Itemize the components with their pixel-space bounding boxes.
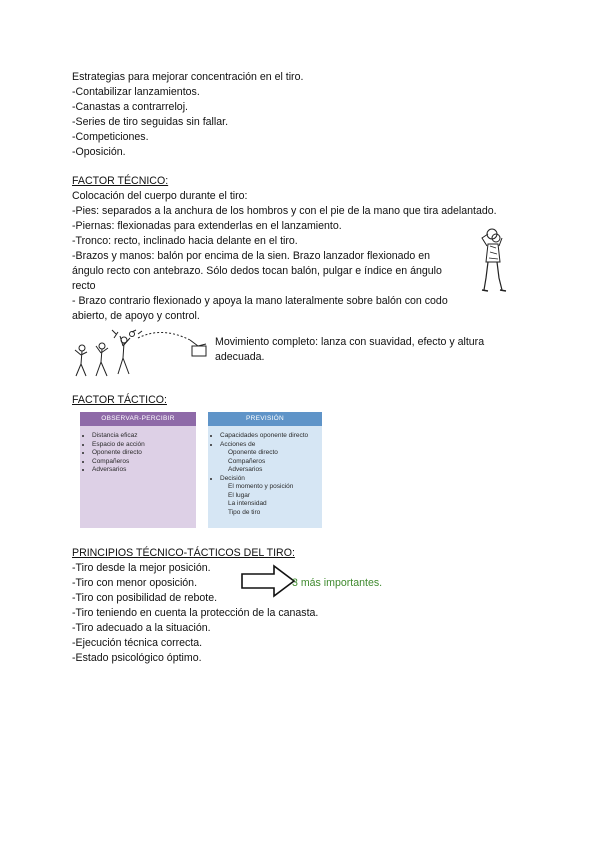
prevision-title: PREVISIÓN: [208, 412, 322, 426]
list-subitem: Oponente directo: [228, 449, 278, 456]
factor-tecnico-section: [72, 174, 497, 324]
list-item: • Distancia eficaz: [92, 432, 196, 441]
list-item: • Espacio de acción: [92, 441, 196, 450]
factor-tecnico-heading: FACTOR TÉCNICO:: [72, 175, 169, 187]
factor-tactico-section: [72, 393, 167, 408]
list-item: • Compañeros: [92, 458, 196, 467]
shooting-player-illustration: [478, 228, 510, 294]
text-line: ángulo recto con antebrazo. Sólo dedos tocan balón, pulgar e índice en ángulo: [72, 265, 442, 277]
movement-sequence-illustration: [72, 328, 210, 380]
observar-percibir-title: OBSERVAR-PERCIBIR: [80, 412, 196, 426]
factor-tactico-heading: FACTOR TÁCTICO:: [72, 394, 167, 406]
list-subitem: El lugar: [228, 491, 251, 499]
list-item: • Decisión: [220, 475, 322, 484]
text-line: -Piernas: flexionadas para extenderlas en el lanzamiento.: [72, 220, 342, 232]
prevision-box: [208, 412, 322, 528]
list-item: • Oponente directo: [92, 449, 196, 458]
text-line: -Brazos y manos: balón por encima de la sien. Brazo lanzador flexionado en: [72, 250, 431, 262]
text-line: abierto, de apoyo y control.: [72, 310, 200, 322]
principios-heading: PRINCIPIOS TÉCNICO-TÁCTICOS DEL TIRO:: [72, 547, 295, 559]
list-item: -Tiro con posibilidad de rebote.: [72, 592, 218, 604]
text-line: - Brazo contrario flexionado y apoya la mano lateralmente sobre balón con codo: [72, 295, 448, 307]
movement-text: [215, 335, 484, 365]
list-subitem: El momento y posición: [228, 483, 294, 490]
list-item: -Competiciones.: [72, 131, 149, 143]
list-subitem: Adversarios: [228, 466, 263, 473]
observar-percibir-box: [80, 412, 196, 528]
list-item: -Oposición.: [72, 146, 126, 158]
text-line: -Pies: separados a la anchura de los hombros y con el pie de la mano que tira adelantado.: [72, 205, 497, 217]
text-line: Movimiento completo: lanza con suavidad, efecto y altura: [215, 336, 485, 348]
list-item: • Capacidades oponente directo: [220, 432, 322, 441]
list-item: • Acciones de: [220, 441, 322, 450]
list-item: -Tiro adecuado a la situación.: [72, 622, 211, 634]
factor-tecnico-subtitle: Colocación del cuerpo durante el tiro:: [72, 190, 248, 202]
list-item: -Tiro con menor oposición.: [72, 577, 198, 589]
intro-section: [72, 70, 303, 160]
principios-note: 3 más importantes.: [292, 577, 383, 589]
list-item: -Estado psicológico óptimo.: [72, 652, 202, 664]
list-item: -Series de tiro seguidas sin fallar.: [72, 116, 229, 128]
text-line: recto: [72, 280, 96, 292]
observar-percibir-list: [80, 432, 196, 475]
list-item: -Tiro teniendo en cuenta la protección de la canasta.: [72, 607, 319, 619]
list-subitem: Tipo de tiro: [228, 508, 261, 516]
list-item: -Contabilizar lanzamientos.: [72, 86, 200, 98]
prevision-list: [208, 432, 322, 517]
intro-title: Estrategias para mejorar concentración en el tiro.: [72, 71, 304, 83]
list-item: -Tiro desde la mejor posición.: [72, 562, 211, 574]
text-line: -Tronco: recto, inclinado hacia delante en el tiro.: [72, 235, 298, 247]
list-item: • Adversarios: [92, 466, 196, 475]
list-item: -Canastas a contrarreloj.: [72, 101, 188, 113]
arrow-right-icon: [240, 563, 296, 599]
list-subitem: Compañeros: [228, 457, 266, 465]
list-item: -Ejecución técnica correcta.: [72, 637, 203, 649]
list-subitem: La intensidad: [228, 500, 267, 507]
text-line: adecuada.: [215, 351, 265, 363]
